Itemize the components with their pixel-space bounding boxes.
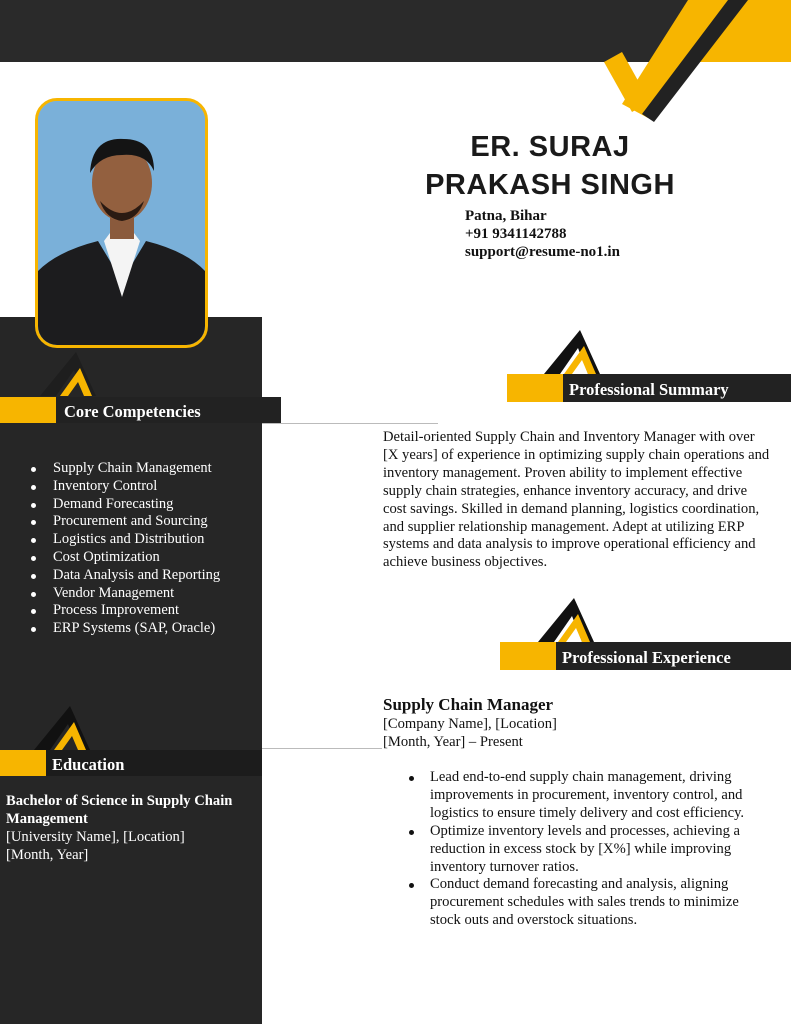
summary-title: Professional Summary	[569, 380, 729, 399]
chevron-decoration-icon	[534, 596, 600, 644]
school: [University Name], [Location]	[6, 828, 185, 845]
chevron-decoration-icon	[30, 704, 96, 752]
competencies-list	[26, 460, 262, 638]
name-line-2: PRAKASH SINGH	[425, 169, 675, 201]
summary-accent	[507, 374, 563, 402]
list-item: Conduct demand forecasting and analysis, aligning procurement schedules with sales trends to minimize stock outs and overstock situations.	[383, 876, 771, 930]
job-title: Supply Chain Manager	[383, 695, 554, 714]
list-item: Inventory Control	[26, 478, 262, 496]
education-accent	[0, 750, 46, 776]
experience-entry	[383, 695, 783, 751]
competencies-divider	[262, 423, 438, 424]
education-entry	[6, 793, 256, 865]
name-line-1: ER. SURAJ	[470, 131, 630, 163]
education-divider	[262, 748, 382, 749]
list-item: Cost Optimization	[26, 549, 262, 567]
list-item: Logistics and Distribution	[26, 531, 262, 549]
summary-text: Detail-oriented Supply Chain and Inventory Manager with over [X years] of experience in optimizing supply chain operations and inventory management. Proven ability to implement effective supply chain strategies, enhance inventory accuracy, and drive cost savings. Skilled in demand planning, logistics coordination, and supplier relationship management. Adept at utilizing ERP systems and data analysis to improve operational efficiency and achieve business objectives.	[383, 429, 770, 571]
contact-info	[465, 207, 620, 261]
degree: Bachelor of Science in Supply Chain Management	[6, 793, 233, 827]
list-item: Supply Chain Management	[26, 460, 262, 478]
list-item: Demand Forecasting	[26, 496, 262, 514]
list-item: Optimize inventory levels and processes, achieving a reduction in excess stock by [X%] while improving inventory turnover ratios.	[383, 823, 771, 877]
profile-photo	[35, 98, 208, 348]
list-item: Process Improvement	[26, 602, 262, 620]
list-item: ERP Systems (SAP, Oracle)	[26, 620, 262, 638]
list-item: Data Analysis and Reporting	[26, 567, 262, 585]
avatar	[38, 101, 205, 345]
phone: +91 9341142788	[465, 226, 567, 242]
email: support@resume-no1.in	[465, 244, 620, 260]
list-item: Vendor Management	[26, 585, 262, 603]
checkmark-decoration-icon	[560, 0, 791, 122]
experience-accent	[500, 642, 556, 670]
company: [Company Name], [Location]	[383, 716, 557, 732]
chevron-decoration-icon	[36, 350, 102, 398]
employment-dates: [Month, Year] – Present	[383, 734, 523, 750]
competencies-accent	[0, 397, 56, 423]
education-title: Education	[52, 755, 125, 774]
graduation-date: [Month, Year]	[6, 846, 89, 863]
chevron-decoration-icon	[540, 328, 606, 376]
list-item: Lead end-to-end supply chain management, driving improvements in procurement, inventory control, and logistics to ensure timely delivery and cost efficiency.	[383, 769, 771, 823]
experience-bullets	[383, 769, 771, 930]
sidebar	[0, 317, 262, 1024]
location: Patna, Bihar	[465, 208, 547, 224]
experience-title: Professional Experience	[562, 648, 731, 667]
competencies-title: Core Competencies	[64, 402, 201, 421]
candidate-name	[395, 128, 705, 204]
list-item: Procurement and Sourcing	[26, 513, 262, 531]
